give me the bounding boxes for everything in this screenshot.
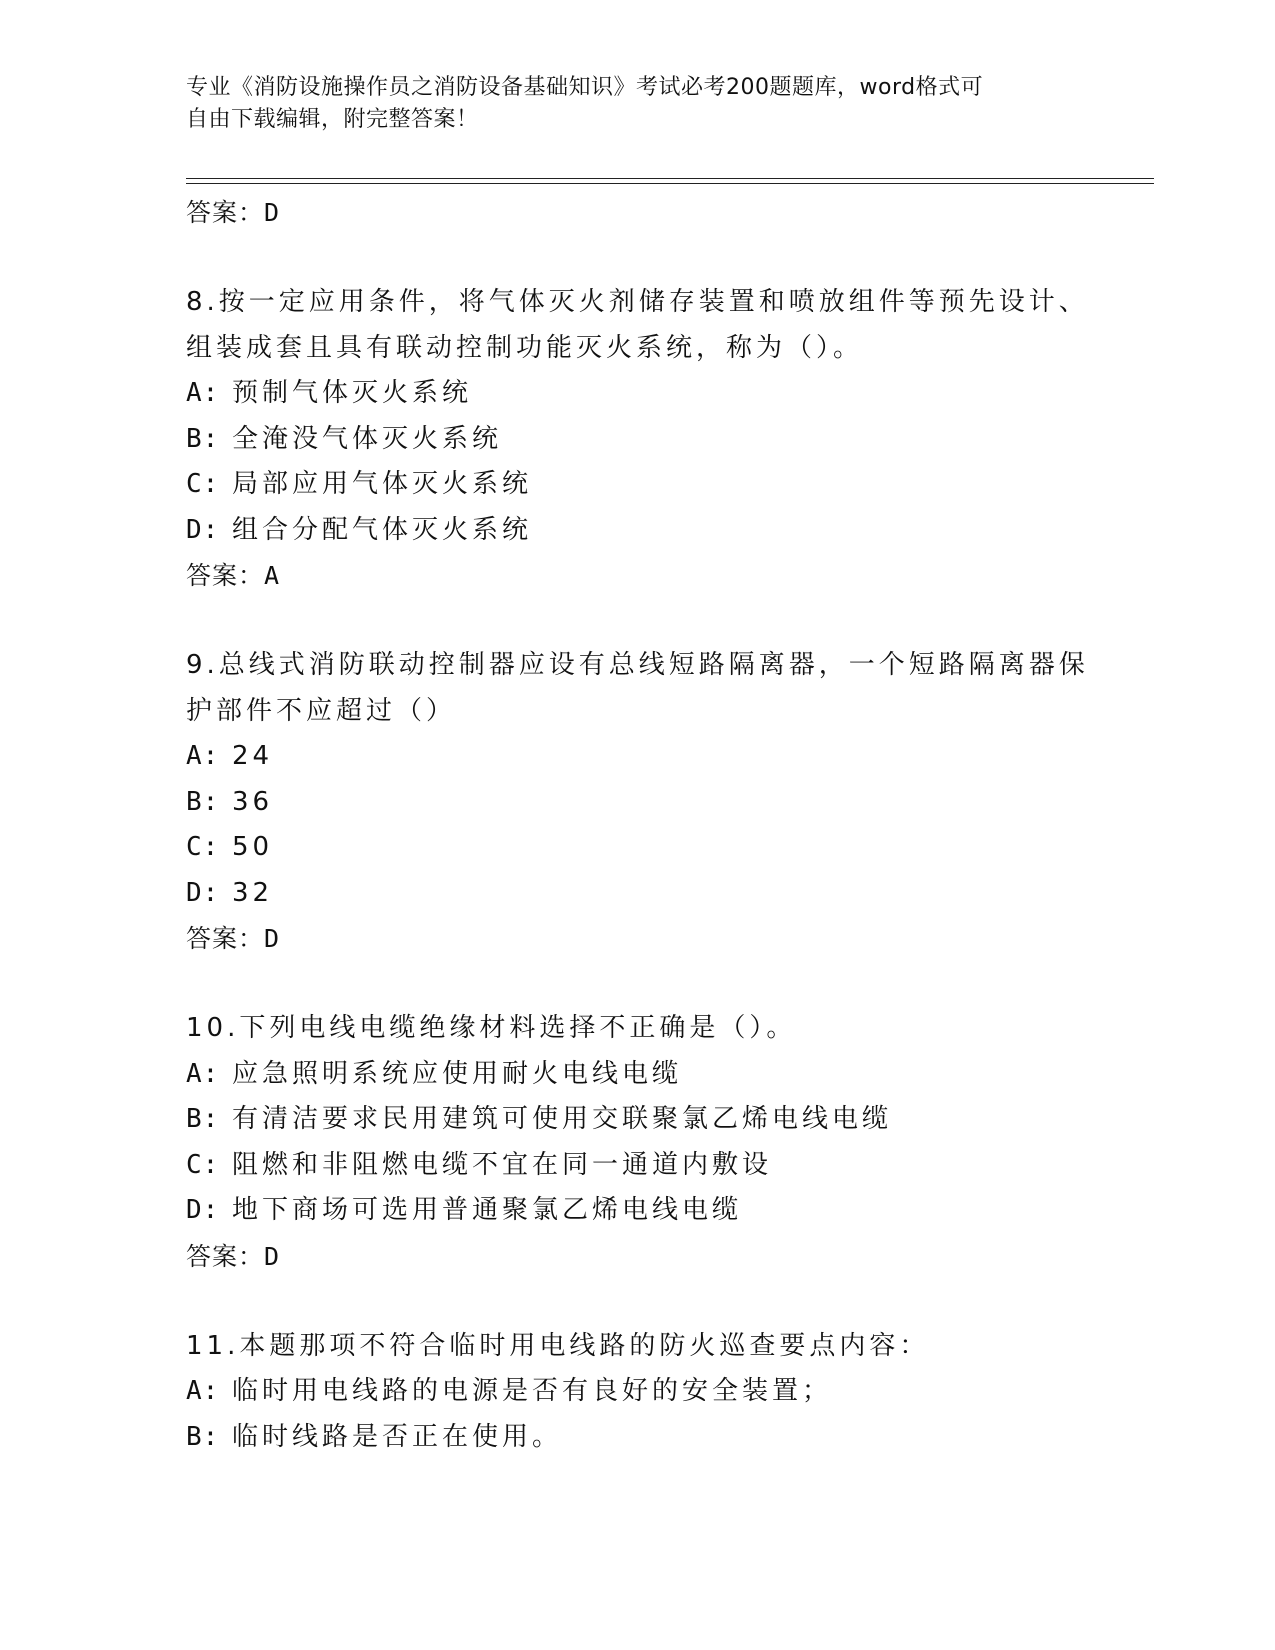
question-list bbox=[186, 190, 1154, 1460]
option-b bbox=[186, 1097, 1154, 1143]
option-d bbox=[186, 1188, 1154, 1234]
option-key: B: bbox=[186, 423, 220, 454]
question-11 bbox=[186, 1324, 1154, 1461]
answer-line bbox=[186, 916, 1154, 962]
option-a bbox=[186, 1369, 1154, 1415]
option-b bbox=[186, 1415, 1154, 1461]
option-c bbox=[186, 1143, 1154, 1189]
header-divider-bottom bbox=[186, 183, 1154, 184]
question-8 bbox=[186, 280, 1154, 599]
question-text: 10.下列电线电缆绝缘材料选择不正确是（）。 bbox=[186, 1013, 797, 1043]
option-key: C: bbox=[186, 469, 220, 499]
option-key: A: bbox=[186, 1376, 220, 1406]
option-text: 地下商场可选用普通聚氯乙烯电线电缆 bbox=[232, 1195, 743, 1225]
option-key: D: bbox=[186, 514, 220, 545]
option-text: 36 bbox=[232, 786, 274, 817]
option-text: 有清洁要求民用建筑可使用交联聚氯乙烯电线电缆 bbox=[232, 1104, 893, 1134]
document-header bbox=[186, 72, 1086, 136]
option-key: D: bbox=[186, 877, 220, 908]
option-key: B: bbox=[186, 1421, 220, 1452]
option-a bbox=[186, 1052, 1154, 1098]
answer-line bbox=[186, 553, 1154, 599]
option-text: 50 bbox=[232, 832, 274, 862]
option-d bbox=[186, 508, 1154, 554]
question-text: 8.按一定应用条件，将气体灭火剂储存装置和喷放组件等预先设计、 bbox=[186, 287, 1089, 317]
option-a bbox=[186, 734, 1154, 780]
answer-line bbox=[186, 190, 1154, 236]
answer-value: D bbox=[264, 198, 281, 227]
answer-label: 答案： bbox=[186, 924, 265, 953]
option-text: 组合分配气体灭火系统 bbox=[232, 514, 533, 545]
option-b bbox=[186, 417, 1154, 463]
option-text: 32 bbox=[232, 877, 274, 908]
option-b bbox=[186, 780, 1154, 826]
question-text: 护部件不应超过（） bbox=[186, 695, 457, 726]
answer-label: 答案： bbox=[186, 1241, 265, 1271]
option-key: A: bbox=[186, 741, 220, 771]
option-key: C: bbox=[186, 832, 220, 862]
question-text: 组装成套且具有联动控制功能灭火系统，称为（）。 bbox=[186, 332, 864, 363]
option-text: 应急照明系统应使用耐火电线电缆 bbox=[232, 1058, 683, 1089]
question-9 bbox=[186, 643, 1154, 962]
answer-line bbox=[186, 1234, 1154, 1280]
option-text: 预制气体灭火系统 bbox=[232, 378, 473, 408]
question-text: 11.本题那项不符合临时用电线路的防火巡查要点内容： bbox=[186, 1330, 930, 1361]
option-key: C: bbox=[186, 1149, 220, 1180]
question-text: 9.总线式消防联动控制器应设有总线短路隔离器，一个短路隔离器保 bbox=[186, 650, 1089, 680]
option-text: 临时线路是否正在使用。 bbox=[232, 1421, 563, 1452]
answer-label: 答案： bbox=[186, 198, 265, 227]
option-c bbox=[186, 462, 1154, 508]
option-key: B: bbox=[186, 1104, 220, 1134]
header-line-1: 专业《消防设施操作员之消防设备基础知识》考试必考200题题库，word格式可 bbox=[186, 75, 984, 100]
option-text: 24 bbox=[232, 741, 274, 771]
header-divider-top bbox=[186, 178, 1154, 179]
option-text: 局部应用气体灭火系统 bbox=[232, 469, 533, 499]
option-key: A: bbox=[186, 1058, 220, 1089]
option-key: D: bbox=[186, 1195, 220, 1225]
answer-label: 答案： bbox=[186, 561, 265, 590]
answer-value: D bbox=[264, 1241, 281, 1271]
option-text: 临时用电线路的电源是否有良好的安全装置； bbox=[232, 1376, 833, 1406]
option-text: 全淹没气体灭火系统 bbox=[232, 423, 503, 454]
header-line-2: 自由下载编辑，附完整答案！ bbox=[186, 107, 479, 132]
option-d bbox=[186, 871, 1154, 917]
answer-value: D bbox=[264, 924, 281, 953]
option-c bbox=[186, 825, 1154, 871]
answer-value: A bbox=[264, 561, 281, 590]
option-a bbox=[186, 371, 1154, 417]
option-key: B: bbox=[186, 786, 220, 817]
option-key: A: bbox=[186, 378, 220, 408]
question-10 bbox=[186, 1006, 1154, 1280]
option-text: 阻燃和非阻燃电缆不宜在同一通道内敷设 bbox=[232, 1149, 773, 1180]
